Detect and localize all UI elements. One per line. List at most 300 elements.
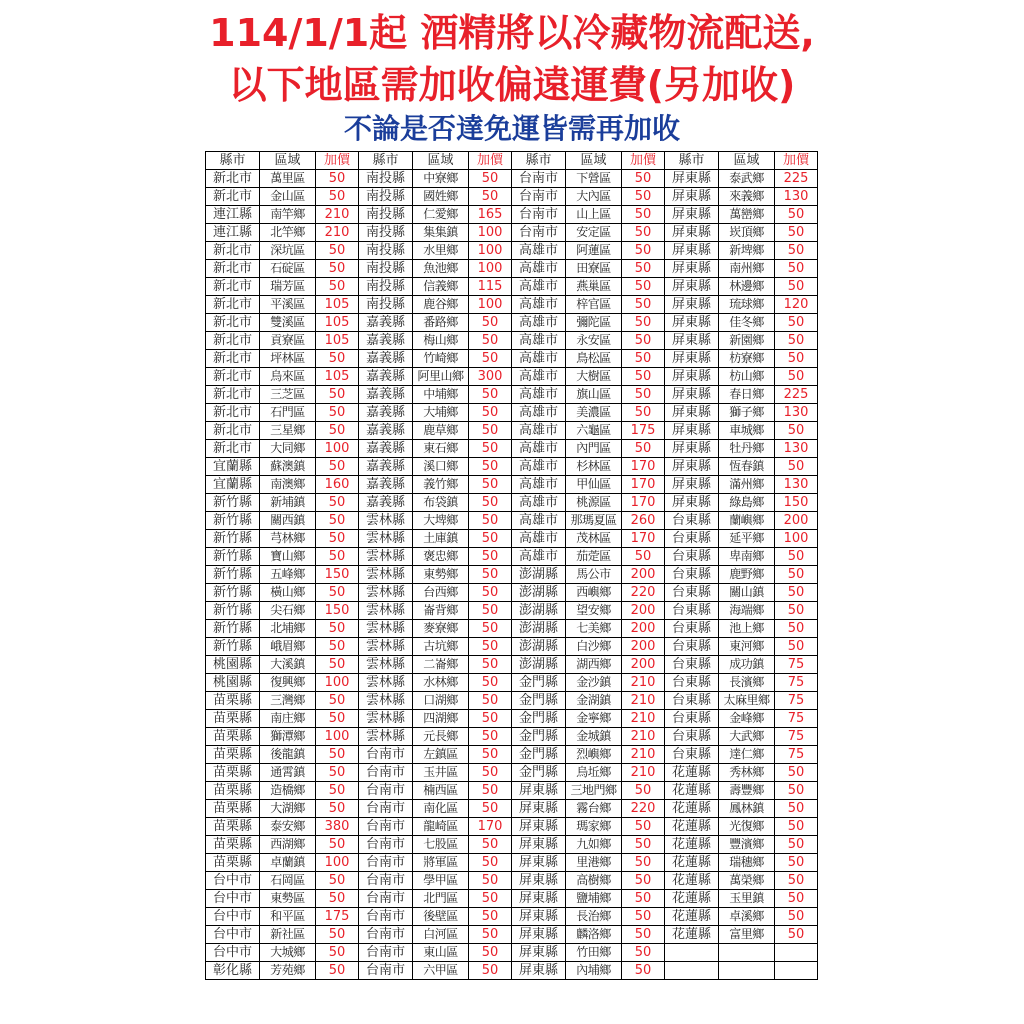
cell-city: 新北市: [206, 350, 260, 368]
cell-price: 130: [775, 476, 818, 494]
cell-price: 50: [469, 854, 512, 872]
cell-city: 雲林縣: [359, 638, 413, 656]
cell-city: 嘉義縣: [359, 458, 413, 476]
cell-area: 卑南鄉: [719, 548, 775, 566]
cell-area: 北門區: [413, 890, 469, 908]
cell-price: 50: [775, 242, 818, 260]
cell-city: 台東縣: [665, 674, 719, 692]
cell-city: 雲林縣: [359, 548, 413, 566]
table-row: [206, 386, 818, 404]
cell-area: 大樹區: [566, 368, 622, 386]
cell-price: 150: [775, 494, 818, 512]
cell-city: 屏東縣: [665, 404, 719, 422]
cell-area: 五峰鄉: [260, 566, 316, 584]
cell-area: 新埔鎮: [260, 494, 316, 512]
cell-price: 50: [469, 566, 512, 584]
table-row: [206, 782, 818, 800]
cell-city: 台南市: [359, 854, 413, 872]
cell-city: 高雄市: [512, 260, 566, 278]
cell-area: 金湖鎮: [566, 692, 622, 710]
cell-city: 新竹縣: [206, 638, 260, 656]
cell-price: 50: [316, 620, 359, 638]
cell-area: 後壁區: [413, 908, 469, 926]
cell-city: 金門縣: [512, 746, 566, 764]
cell-area: 元長鄉: [413, 728, 469, 746]
cell-area: 口湖鄉: [413, 692, 469, 710]
cell-city: 高雄市: [512, 458, 566, 476]
cell-city: 屏東縣: [512, 926, 566, 944]
cell-price: 50: [316, 890, 359, 908]
cell-area: 鳳林鎮: [719, 800, 775, 818]
cell-price: 50: [469, 746, 512, 764]
cell-price: 50: [775, 332, 818, 350]
cell-city: [665, 962, 719, 980]
header-area: 區域: [566, 152, 622, 170]
cell-price: 105: [316, 296, 359, 314]
cell-price: 150: [316, 602, 359, 620]
cell-area: 獅潭鄉: [260, 728, 316, 746]
cell-area: 杉林區: [566, 458, 622, 476]
cell-area: 佳冬鄉: [719, 314, 775, 332]
cell-city: 新竹縣: [206, 602, 260, 620]
cell-city: 嘉義縣: [359, 422, 413, 440]
cell-price: 50: [775, 782, 818, 800]
cell-city: 雲林縣: [359, 692, 413, 710]
cell-area: 北竿鄉: [260, 224, 316, 242]
cell-city: 新竹縣: [206, 494, 260, 512]
cell-area: 大埤鄉: [413, 512, 469, 530]
cell-price: 380: [316, 818, 359, 836]
table-row: [206, 422, 818, 440]
cell-city: 高雄市: [512, 494, 566, 512]
notice-title-line-1: 114/1/1起 酒精將以冷藏物流配送,: [209, 11, 815, 55]
cell-city: 屏東縣: [665, 278, 719, 296]
cell-city: 屏東縣: [665, 314, 719, 332]
cell-city: 台東縣: [665, 602, 719, 620]
cell-area: [719, 944, 775, 962]
cell-price: 50: [622, 386, 665, 404]
cell-city: 花蓮縣: [665, 782, 719, 800]
cell-city: 台東縣: [665, 530, 719, 548]
cell-area: 溪口鄉: [413, 458, 469, 476]
cell-city: 澎湖縣: [512, 566, 566, 584]
cell-price: 100: [316, 728, 359, 746]
cell-city: 澎湖縣: [512, 584, 566, 602]
cell-price: 50: [469, 962, 512, 980]
cell-city: 新北市: [206, 440, 260, 458]
cell-city: 嘉義縣: [359, 314, 413, 332]
cell-area: 崁頂鄉: [719, 224, 775, 242]
cell-city: 花蓮縣: [665, 872, 719, 890]
table-row: [206, 836, 818, 854]
cell-area: 左鎮區: [413, 746, 469, 764]
cell-area: 泰武鄉: [719, 170, 775, 188]
cell-price: 50: [622, 314, 665, 332]
cell-city: 新北市: [206, 260, 260, 278]
cell-price: 50: [316, 944, 359, 962]
cell-price: 130: [775, 404, 818, 422]
cell-price: 50: [316, 584, 359, 602]
cell-city: 苗栗縣: [206, 800, 260, 818]
cell-price: 50: [622, 944, 665, 962]
table-row: [206, 494, 818, 512]
cell-city: 南投縣: [359, 296, 413, 314]
cell-city: 嘉義縣: [359, 404, 413, 422]
cell-area: 綠島鄉: [719, 494, 775, 512]
cell-city: 新北市: [206, 422, 260, 440]
cell-price: 50: [775, 872, 818, 890]
cell-area: 大埔鄉: [413, 404, 469, 422]
cell-city: 金門縣: [512, 674, 566, 692]
cell-city: 連江縣: [206, 206, 260, 224]
cell-city: 雲林縣: [359, 512, 413, 530]
cell-city: 南投縣: [359, 242, 413, 260]
cell-price: 50: [775, 638, 818, 656]
cell-price: 210: [622, 674, 665, 692]
cell-area: 石碇區: [260, 260, 316, 278]
cell-price: 50: [775, 548, 818, 566]
cell-city: 雲林縣: [359, 710, 413, 728]
cell-area: 鹿野鄉: [719, 566, 775, 584]
cell-price: 75: [775, 692, 818, 710]
cell-city: 台中市: [206, 926, 260, 944]
cell-area: 中埔鄉: [413, 386, 469, 404]
cell-price: 130: [775, 188, 818, 206]
cell-city: 台南市: [359, 944, 413, 962]
cell-price: 50: [316, 692, 359, 710]
cell-price: 50: [316, 242, 359, 260]
cell-area: 水林鄉: [413, 674, 469, 692]
cell-price: 225: [775, 170, 818, 188]
cell-city: 嘉義縣: [359, 332, 413, 350]
cell-city: 高雄市: [512, 332, 566, 350]
cell-price: 50: [469, 764, 512, 782]
cell-area: 望安鄉: [566, 602, 622, 620]
cell-city: 花蓮縣: [665, 926, 719, 944]
table-row: [206, 188, 818, 206]
cell-city: 澎湖縣: [512, 656, 566, 674]
cell-area: 寶山鄉: [260, 548, 316, 566]
cell-price: 50: [775, 260, 818, 278]
cell-price: 50: [469, 584, 512, 602]
cell-area: 金峰鄉: [719, 710, 775, 728]
cell-city: 屏東縣: [665, 224, 719, 242]
cell-city: 高雄市: [512, 404, 566, 422]
cell-area: 阿里山鄉: [413, 368, 469, 386]
cell-city: 屏東縣: [512, 944, 566, 962]
cell-price: 50: [775, 314, 818, 332]
cell-price: 200: [775, 512, 818, 530]
cell-city: 雲林縣: [359, 602, 413, 620]
table-row: [206, 746, 818, 764]
header-city: 縣市: [512, 152, 566, 170]
table-row: [206, 944, 818, 962]
cell-price: 50: [775, 764, 818, 782]
cell-area: 東山區: [413, 944, 469, 962]
table-row: [206, 530, 818, 548]
cell-city: 屏東縣: [512, 836, 566, 854]
cell-price: 210: [622, 764, 665, 782]
cell-area: 獅子鄉: [719, 404, 775, 422]
cell-price: 50: [775, 908, 818, 926]
cell-city: 台南市: [359, 836, 413, 854]
cell-area: 南竿鄉: [260, 206, 316, 224]
cell-city: 新竹縣: [206, 584, 260, 602]
cell-city: 新竹縣: [206, 512, 260, 530]
header-area: 區域: [413, 152, 469, 170]
cell-city: 台東縣: [665, 656, 719, 674]
cell-area: 旗山區: [566, 386, 622, 404]
cell-city: 新北市: [206, 314, 260, 332]
cell-area: 東勢區: [260, 890, 316, 908]
cell-city: 台南市: [359, 890, 413, 908]
cell-price: 75: [775, 710, 818, 728]
cell-city: 苗栗縣: [206, 746, 260, 764]
cell-area: 崙背鄉: [413, 602, 469, 620]
cell-area: 土庫鎮: [413, 530, 469, 548]
cell-price: 50: [469, 782, 512, 800]
cell-price: 150: [316, 566, 359, 584]
cell-area: 萬榮鄉: [719, 872, 775, 890]
cell-city: 台中市: [206, 944, 260, 962]
cell-area: 集集鎮: [413, 224, 469, 242]
cell-price: 50: [775, 224, 818, 242]
cell-area: 關西鎮: [260, 512, 316, 530]
cell-price: 50: [775, 854, 818, 872]
cell-area: 峨眉鄉: [260, 638, 316, 656]
cell-area: 東石鄉: [413, 440, 469, 458]
cell-area: 牡丹鄉: [719, 440, 775, 458]
cell-price: 210: [316, 224, 359, 242]
cell-area: 秀林鄉: [719, 764, 775, 782]
cell-city: 屏東縣: [665, 494, 719, 512]
cell-area: 內門區: [566, 440, 622, 458]
cell-price: 75: [775, 674, 818, 692]
cell-price: 210: [622, 746, 665, 764]
cell-price: 50: [775, 602, 818, 620]
cell-price: 50: [316, 260, 359, 278]
cell-area: 北埔鄉: [260, 620, 316, 638]
cell-price: 50: [469, 926, 512, 944]
cell-area: 六龜區: [566, 422, 622, 440]
cell-city: 嘉義縣: [359, 386, 413, 404]
cell-area: 七美鄉: [566, 620, 622, 638]
cell-price: 170: [622, 494, 665, 512]
cell-city: 花蓮縣: [665, 890, 719, 908]
cell-city: 苗栗縣: [206, 836, 260, 854]
cell-area: 枋寮鄉: [719, 350, 775, 368]
cell-area: 三芝區: [260, 386, 316, 404]
cell-price: 50: [469, 620, 512, 638]
cell-price: 50: [316, 926, 359, 944]
cell-city: 屏東縣: [512, 854, 566, 872]
cell-area: 國姓鄉: [413, 188, 469, 206]
cell-price: 50: [622, 548, 665, 566]
cell-price: 50: [469, 548, 512, 566]
cell-city: 高雄市: [512, 476, 566, 494]
cell-price: 50: [469, 404, 512, 422]
cell-price: 50: [469, 692, 512, 710]
cell-area: 古坑鄉: [413, 638, 469, 656]
header-city: 縣市: [206, 152, 260, 170]
cell-area: 鳥松區: [566, 350, 622, 368]
cell-price: 210: [622, 728, 665, 746]
cell-city: 南投縣: [359, 206, 413, 224]
cell-area: 成功鎮: [719, 656, 775, 674]
cell-price: 50: [775, 926, 818, 944]
cell-price: 210: [622, 692, 665, 710]
cell-area: 龍崎區: [413, 818, 469, 836]
cell-area: 九如鄉: [566, 836, 622, 854]
cell-price: 50: [469, 872, 512, 890]
cell-price: 75: [775, 656, 818, 674]
cell-city: 屏東縣: [665, 242, 719, 260]
cell-city: 屏東縣: [512, 962, 566, 980]
cell-price: 50: [775, 422, 818, 440]
header-price: 加價: [775, 152, 818, 170]
cell-city: 苗栗縣: [206, 764, 260, 782]
cell-area: 萬巒鄉: [719, 206, 775, 224]
cell-city: 嘉義縣: [359, 368, 413, 386]
table-row: [206, 728, 818, 746]
cell-area: 桃源區: [566, 494, 622, 512]
cell-area: 橫山鄉: [260, 584, 316, 602]
cell-area: 蘭嶼鄉: [719, 512, 775, 530]
cell-area: 泰安鄉: [260, 818, 316, 836]
cell-price: 260: [622, 512, 665, 530]
cell-price: [775, 944, 818, 962]
cell-price: 50: [469, 908, 512, 926]
cell-price: 50: [622, 260, 665, 278]
cell-area: 南澳鄉: [260, 476, 316, 494]
cell-city: 高雄市: [512, 278, 566, 296]
cell-area: 二崙鄉: [413, 656, 469, 674]
cell-price: 50: [316, 170, 359, 188]
header-city: 縣市: [665, 152, 719, 170]
cell-area: 西湖鄉: [260, 836, 316, 854]
cell-city: 台南市: [512, 188, 566, 206]
cell-area: 平溪區: [260, 296, 316, 314]
cell-price: 50: [622, 836, 665, 854]
cell-price: 170: [622, 476, 665, 494]
cell-city: 屏東縣: [665, 350, 719, 368]
cell-area: 雙溪區: [260, 314, 316, 332]
cell-area: 南庄鄉: [260, 710, 316, 728]
cell-area: 馬公市: [566, 566, 622, 584]
cell-city: 南投縣: [359, 224, 413, 242]
table-row: [206, 278, 818, 296]
cell-city: 金門縣: [512, 764, 566, 782]
table-row: [206, 314, 818, 332]
cell-price: 175: [622, 422, 665, 440]
cell-area: 復興鄉: [260, 674, 316, 692]
cell-city: 苗栗縣: [206, 854, 260, 872]
table-row: [206, 926, 818, 944]
cell-city: 台東縣: [665, 746, 719, 764]
cell-price: 50: [316, 278, 359, 296]
cell-price: 50: [622, 890, 665, 908]
cell-price: 200: [622, 656, 665, 674]
cell-price: 50: [469, 458, 512, 476]
cell-price: 100: [469, 296, 512, 314]
cell-city: 苗栗縣: [206, 728, 260, 746]
cell-area: 新社區: [260, 926, 316, 944]
header-price: 加價: [469, 152, 512, 170]
cell-price: 50: [469, 422, 512, 440]
cell-area: 豐濱鄉: [719, 836, 775, 854]
cell-city: 屏東縣: [665, 260, 719, 278]
cell-city: 台南市: [359, 764, 413, 782]
cell-area: 石岡區: [260, 872, 316, 890]
cell-price: 50: [622, 170, 665, 188]
cell-price: 50: [622, 854, 665, 872]
cell-city: 屏東縣: [665, 188, 719, 206]
cell-price: 50: [316, 386, 359, 404]
cell-area: 學甲區: [413, 872, 469, 890]
cell-area: 六甲區: [413, 962, 469, 980]
cell-area: 中寮鄉: [413, 170, 469, 188]
cell-city: 苗栗縣: [206, 818, 260, 836]
table-row: [206, 800, 818, 818]
cell-city: 台東縣: [665, 638, 719, 656]
cell-city: [665, 944, 719, 962]
cell-area: 大武鄉: [719, 728, 775, 746]
cell-area: 將軍區: [413, 854, 469, 872]
cell-price: 200: [622, 638, 665, 656]
cell-price: 120: [775, 296, 818, 314]
cell-price: 300: [469, 368, 512, 386]
table-row: [206, 764, 818, 782]
cell-price: 50: [316, 350, 359, 368]
cell-area: 安定區: [566, 224, 622, 242]
cell-price: 100: [316, 440, 359, 458]
cell-city: 屏東縣: [665, 422, 719, 440]
table-row: [206, 332, 818, 350]
cell-price: 50: [316, 656, 359, 674]
cell-price: 50: [622, 962, 665, 980]
cell-price: 50: [316, 764, 359, 782]
cell-price: 50: [469, 350, 512, 368]
cell-city: 屏東縣: [665, 476, 719, 494]
cell-city: 澎湖縣: [512, 620, 566, 638]
cell-price: 100: [316, 854, 359, 872]
cell-city: 台南市: [512, 170, 566, 188]
cell-area: 延平鄉: [719, 530, 775, 548]
cell-price: 50: [469, 188, 512, 206]
cell-price: 50: [775, 620, 818, 638]
cell-city: 高雄市: [512, 440, 566, 458]
cell-area: 布袋鎮: [413, 494, 469, 512]
cell-city: 台南市: [359, 908, 413, 926]
cell-city: 高雄市: [512, 512, 566, 530]
cell-price: 50: [316, 872, 359, 890]
header-price: 加價: [316, 152, 359, 170]
cell-area: 瑞穗鄉: [719, 854, 775, 872]
cell-area: 深坑區: [260, 242, 316, 260]
cell-price: 50: [469, 944, 512, 962]
cell-area: 壽豐鄉: [719, 782, 775, 800]
cell-area: 滿州鄉: [719, 476, 775, 494]
cell-area: 仁愛鄉: [413, 206, 469, 224]
cell-price: 50: [775, 458, 818, 476]
cell-area: 三灣鄉: [260, 692, 316, 710]
table-row: [206, 170, 818, 188]
cell-area: 梅山鄉: [413, 332, 469, 350]
cell-price: 75: [775, 728, 818, 746]
cell-city: 花蓮縣: [665, 800, 719, 818]
cell-city: 高雄市: [512, 386, 566, 404]
cell-city: 台南市: [359, 800, 413, 818]
